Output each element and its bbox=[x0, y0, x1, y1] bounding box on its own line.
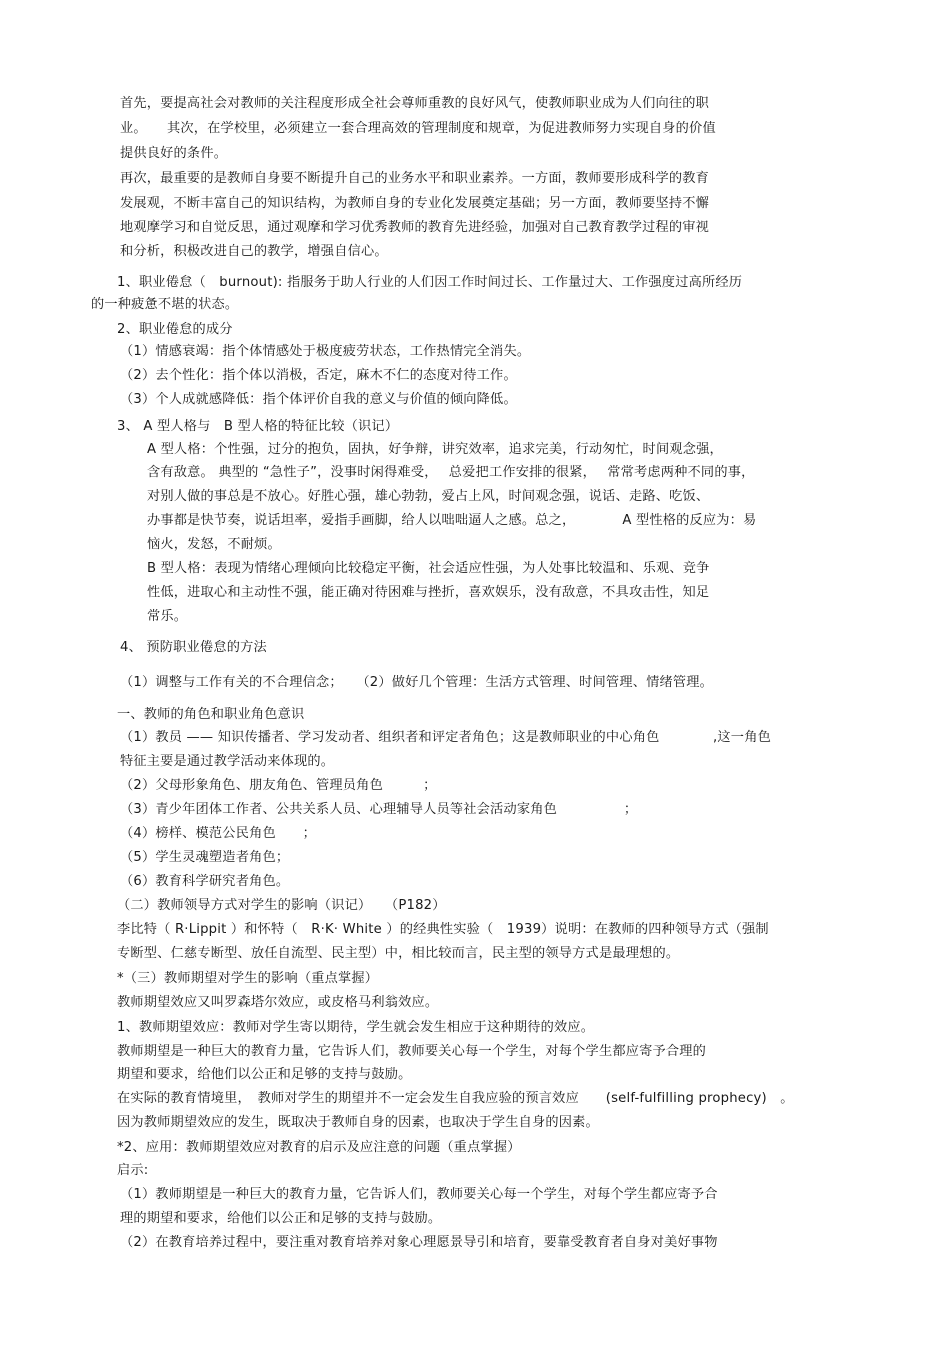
list-item: （1）教员 —— 知识传播者、学习发动者、组织者和评定者角色；这是教师职业的中心角色 ,这一角色 bbox=[120, 730, 771, 745]
list-item: （2）父母形象角色、朋友角色、管理员角色 ； bbox=[120, 778, 437, 793]
text-line: 常乐。 bbox=[147, 609, 188, 624]
section-heading: 1、职业倦怠（ burnout): 指服务于助人行业的人们因工作时间过长、工作量过大、工作强度过高所经历 bbox=[117, 275, 743, 290]
text-line: 教师期望是一种巨大的教育力量，它告诉人们，教师要关心每一个学生，对每个学生都应寄予合理的 bbox=[117, 1044, 707, 1059]
section-heading: *（三）教师期望对学生的影响（重点掌握） bbox=[117, 971, 379, 986]
section-heading: 3、 A 型人格与 B 型人格的特征比较（识记） bbox=[117, 419, 399, 434]
list-item: （3）青少年团体工作者、公共关系人员、心理辅导人员等社会活动家角色 ； bbox=[120, 802, 638, 817]
text-line: 李比特（ R·Lippit ）和怀特（ R·K· White ）的经典性实验（ 1939）说明：在教师的四种领导方式（强制 bbox=[117, 922, 769, 937]
text-line: A 型人格：个性强，过分的抱负，固执，好争辩，讲究效率，追求完美，行动匆忙，时间观念强， bbox=[147, 442, 723, 457]
text-line: 提供良好的条件。 bbox=[120, 146, 228, 161]
list-item: （4）榜样、模范公民角色 ； bbox=[120, 826, 317, 841]
text-line: 性低，进取心和主动性不强，能正确对待困难与挫折，喜欢娱乐，没有敌意，不具攻击性，知足 bbox=[147, 585, 710, 600]
text-line: 首先，要提高社会对教师的关注程度形成全社会尊师重教的良好风气，使教师职业成为人们向往的职 bbox=[120, 96, 710, 111]
section-heading: 4、 预防职业倦怠的方法 bbox=[120, 640, 267, 655]
text-line: 理的期望和要求，给他们以公正和足够的支持与鼓励。 bbox=[120, 1211, 442, 1226]
text-line: 期望和要求，给他们以公正和足够的支持与鼓励。 bbox=[117, 1067, 412, 1082]
list-item: （1）教师期望是一种巨大的教育力量，它告诉人们，教师要关心每一个学生，对每个学生都应寄予合 bbox=[120, 1187, 718, 1202]
text-line: 因为教师期望效应的发生，既取决于教师自身的因素，也取决于学生自身的因素。 bbox=[117, 1115, 599, 1130]
text-line: 办事都是快节奏，说话坦率，爱指手画脚，给人以咄咄逼人之感。总之， A 型性格的反应为：易 bbox=[147, 513, 757, 528]
list-item: （6）教育科学研究者角色。 bbox=[120, 874, 290, 889]
text-line: 地观摩学习和自觉反思，通过观摩和学习优秀教师的教育先进经验，加强对自己教育教学过程的审视 bbox=[120, 220, 710, 235]
text-line: （1）调整与工作有关的不合理信念； （2）做好几个管理：生活方式管理、时间管理、情绪管理。 bbox=[120, 675, 714, 690]
list-item: （1）情感衰竭：指个体情感处于极度疲劳状态，工作热情完全消失。 bbox=[120, 344, 531, 359]
text-line: 的一种疲惫不堪的状态。 bbox=[91, 297, 239, 312]
list-item: （2）在教育培养过程中，要注重对教育培养对象心理愿景导引和培育，要靠受教育者自身对美好事物 bbox=[120, 1235, 718, 1250]
text-line: 特征主要是通过教学活动来体现的。 bbox=[120, 754, 335, 769]
text-line: 专断型、仁慈专断型、放任自流型、民主型）中，相比较而言，民主型的领导方式是最理想的。 bbox=[117, 946, 680, 961]
list-item: （3）个人成就感降低：指个体评价自我的意义与价值的倾向降低。 bbox=[120, 392, 517, 407]
text-line: 业。 其次，在学校里，必须建立一套合理高效的管理制度和规章，为促进教师努力实现自身的价值 bbox=[120, 121, 716, 136]
text-line: 含有敌意。 典型的 “急性子”，没事时闲得难受， 总爱把工作安排的很紧， 常常考虑两种不同的事， bbox=[147, 465, 755, 480]
section-heading: （二）教师领导方式对学生的影响（识记） （P182） bbox=[117, 898, 446, 913]
text-line: 教师期望效应又叫罗森塔尔效应，或皮格马利翁效应。 bbox=[117, 995, 439, 1010]
list-item: （2）去个性化：指个体以消极，否定，麻木不仁的态度对待工作。 bbox=[120, 368, 517, 383]
text-line: B 型人格：表现为情绪心理倾向比较稳定平衡，社会适应性强，为人处事比较温和、乐观、竞争 bbox=[147, 561, 710, 576]
text-line: 和分析，积极改进自己的教学，增强自信心。 bbox=[120, 244, 388, 259]
section-heading: *2、应用：教师期望效应对教育的启示及应注意的问题（重点掌握） bbox=[117, 1140, 521, 1155]
text-line: 再次，最重要的是教师自身要不断提升自己的业务水平和职业素养。一方面，教师要形成科学的教育 bbox=[120, 171, 710, 186]
text-line: 启示: bbox=[117, 1163, 149, 1178]
text-line: 发展观，不断丰富自己的知识结构，为教师自身的专业化发展奠定基础；另一方面，教师要坚持不懈 bbox=[120, 196, 710, 211]
section-heading: 2、职业倦怠的成分 bbox=[117, 322, 233, 337]
section-heading: 1、教师期望效应：教师对学生寄以期待，学生就会发生相应于这种期待的效应。 bbox=[117, 1020, 595, 1035]
list-item: （5）学生灵魂塑造者角色； bbox=[120, 850, 290, 865]
text-line: 对别人做的事总是不放心。好胜心强，雄心勃勃，爱占上风，时间观念强，说话、走路、吃饭、 bbox=[147, 489, 710, 504]
text-line: 恼火，发怒，不耐烦。 bbox=[147, 537, 281, 552]
section-heading: 一、教师的角色和职业角色意识 bbox=[117, 707, 305, 722]
text-line: 在实际的教育情境里， 教师对学生的期望并不一定会发生自我应验的预言效应 (self-fulfilling prophecy) 。 bbox=[117, 1091, 794, 1106]
